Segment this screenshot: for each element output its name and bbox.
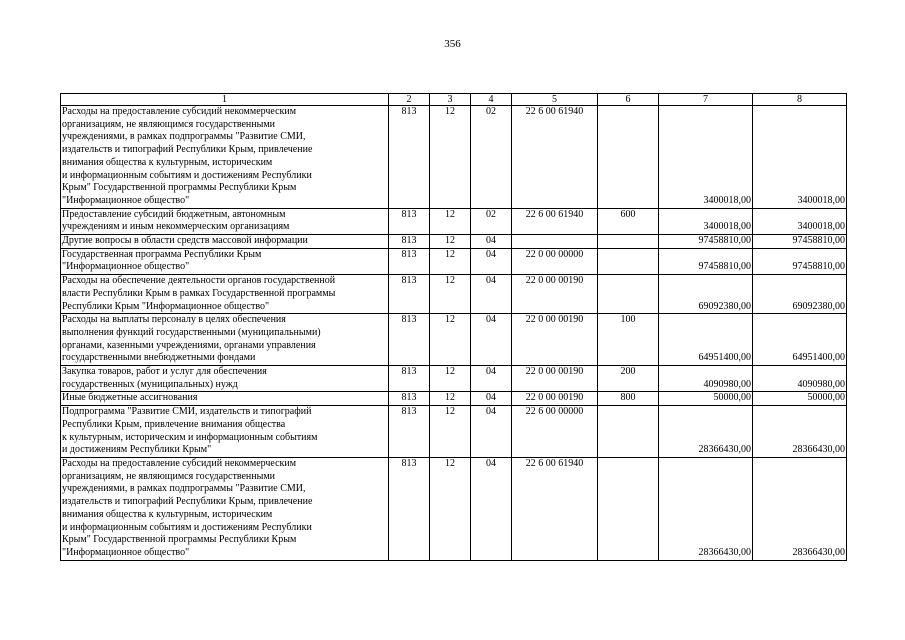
subsection-code: 04 — [471, 248, 512, 274]
admin-code: 813 — [389, 208, 430, 234]
admin-code: 813 — [389, 106, 430, 209]
amount-col7: 4090980,00 — [659, 366, 753, 392]
page-number: 356 — [444, 38, 461, 50]
header-cell: 5 — [512, 94, 598, 106]
row-description: Иные бюджетные ассигнования — [61, 392, 389, 406]
header-cell: 1 — [61, 94, 389, 106]
section-code: 12 — [430, 392, 471, 406]
admin-code: 813 — [389, 392, 430, 406]
amount-col7: 97458810,00 — [659, 248, 753, 274]
table-body — [61, 106, 847, 561]
amount-col7: 3400018,00 — [659, 106, 753, 209]
section-code: 12 — [430, 248, 471, 274]
header-cell: 7 — [659, 94, 753, 106]
amount-col8: 28366430,00 — [753, 457, 847, 560]
table-row — [61, 208, 847, 234]
target-article-code: 22 6 00 61940 — [512, 208, 598, 234]
amount-col8: 50000,00 — [753, 392, 847, 406]
row-description: Расходы на предоставление субсидий некоммерческим организациям, не являющимся государственными учреждениями, в рамках подпрограммы "Развитие СМИ, издательств и типографий Республики Крым, привлечение внимания общества к культурным, историческим и информационным событиям и достижениям Республики Крым" Государственной программы Республики Крым "Информационное общество" — [61, 457, 389, 560]
admin-code: 813 — [389, 457, 430, 560]
expense-type-code — [598, 457, 659, 560]
table-row — [61, 457, 847, 560]
row-description: Государственная программа Республики Крым "Информационное общество" — [61, 248, 389, 274]
target-article-code: 22 0 00 00000 — [512, 248, 598, 274]
section-code: 12 — [430, 406, 471, 458]
table-row — [61, 275, 847, 314]
target-article-code: 22 0 00 00190 — [512, 392, 598, 406]
amount-col8: 3400018,00 — [753, 208, 847, 234]
subsection-code: 04 — [471, 314, 512, 366]
amount-col7: 69092380,00 — [659, 275, 753, 314]
subsection-code: 04 — [471, 406, 512, 458]
amount-col8: 97458810,00 — [753, 248, 847, 274]
section-code: 12 — [430, 366, 471, 392]
target-article-code: 22 0 00 00190 — [512, 275, 598, 314]
amount-col7: 3400018,00 — [659, 208, 753, 234]
budget-table — [60, 93, 847, 561]
table-row — [61, 392, 847, 406]
section-code: 12 — [430, 106, 471, 209]
amount-col7: 28366430,00 — [659, 406, 753, 458]
amount-col8: 64951400,00 — [753, 314, 847, 366]
table-row — [61, 248, 847, 274]
subsection-code: 04 — [471, 392, 512, 406]
expense-type-code — [598, 106, 659, 209]
row-description: Расходы на обеспечение деятельности органов государственной власти Республики Крым в рамках Государственной программы Республики Крым "Информационное общество" — [61, 275, 389, 314]
amount-col7: 50000,00 — [659, 392, 753, 406]
amount-col8: 28366430,00 — [753, 406, 847, 458]
admin-code: 813 — [389, 248, 430, 274]
header-cell: 2 — [389, 94, 430, 106]
row-description: Другие вопросы в области средств массовой информации — [61, 235, 389, 249]
table-row — [61, 406, 847, 458]
target-article-code — [512, 235, 598, 249]
amount-col8: 97458810,00 — [753, 235, 847, 249]
expense-type-code: 600 — [598, 208, 659, 234]
expense-type-code: 800 — [598, 392, 659, 406]
table-row — [61, 314, 847, 366]
row-description: Расходы на выплаты персоналу в целях обеспечения выполнения функций государственными (муниципальными) органами, казенными учреждениями, органами управления государственными внебюджетными фондами — [61, 314, 389, 366]
subsection-code: 04 — [471, 457, 512, 560]
target-article-code: 22 6 00 00000 — [512, 406, 598, 458]
amount-col8: 3400018,00 — [753, 106, 847, 209]
table-row — [61, 366, 847, 392]
amount-col8: 69092380,00 — [753, 275, 847, 314]
target-article-code: 22 0 00 00190 — [512, 366, 598, 392]
subsection-code: 04 — [471, 275, 512, 314]
section-code: 12 — [430, 314, 471, 366]
table-row — [61, 106, 847, 209]
section-code: 12 — [430, 275, 471, 314]
admin-code: 813 — [389, 406, 430, 458]
section-code: 12 — [430, 235, 471, 249]
admin-code: 813 — [389, 314, 430, 366]
admin-code: 813 — [389, 366, 430, 392]
amount-col7: 64951400,00 — [659, 314, 753, 366]
section-code: 12 — [430, 208, 471, 234]
expense-type-code — [598, 248, 659, 274]
row-description: Предоставление субсидий бюджетным, автономным учреждениям и иным некоммерческим организациям — [61, 208, 389, 234]
expense-type-code — [598, 235, 659, 249]
row-description: Закупка товаров, работ и услуг для обеспечения государственных (муниципальных) нужд — [61, 366, 389, 392]
amount-col8: 4090980,00 — [753, 366, 847, 392]
amount-col7: 28366430,00 — [659, 457, 753, 560]
expense-type-code — [598, 406, 659, 458]
admin-code: 813 — [389, 235, 430, 249]
amount-col7: 97458810,00 — [659, 235, 753, 249]
header-cell: 8 — [753, 94, 847, 106]
section-code: 12 — [430, 457, 471, 560]
expense-type-code — [598, 275, 659, 314]
header-row — [61, 94, 847, 106]
row-description: Расходы на предоставление субсидий некоммерческим организациям, не являющимся государственными учреждениями, в рамках подпрограммы "Развитие СМИ, издательств и типографий Республики Крым, привлечение внимания общества к культурным, историческим и информационным событиям и достижениям Республики Крым" Государственной программы Республики Крым "Информационное общество" — [61, 106, 389, 209]
expense-type-code: 100 — [598, 314, 659, 366]
table-row — [61, 235, 847, 249]
subsection-code: 04 — [471, 366, 512, 392]
header-cell: 3 — [430, 94, 471, 106]
subsection-code: 04 — [471, 235, 512, 249]
row-description: Подпрограмма "Развитие СМИ, издательств и типографий Республики Крым, привлечение внимания общества к культурным, историческим и информационным событиям и достижениям Республики Крым" — [61, 406, 389, 458]
subsection-code: 02 — [471, 208, 512, 234]
admin-code: 813 — [389, 275, 430, 314]
header-cell: 6 — [598, 94, 659, 106]
subsection-code: 02 — [471, 106, 512, 209]
target-article-code: 22 0 00 00190 — [512, 314, 598, 366]
expense-type-code: 200 — [598, 366, 659, 392]
target-article-code: 22 6 00 61940 — [512, 457, 598, 560]
header-cell: 4 — [471, 94, 512, 106]
target-article-code: 22 6 00 61940 — [512, 106, 598, 209]
